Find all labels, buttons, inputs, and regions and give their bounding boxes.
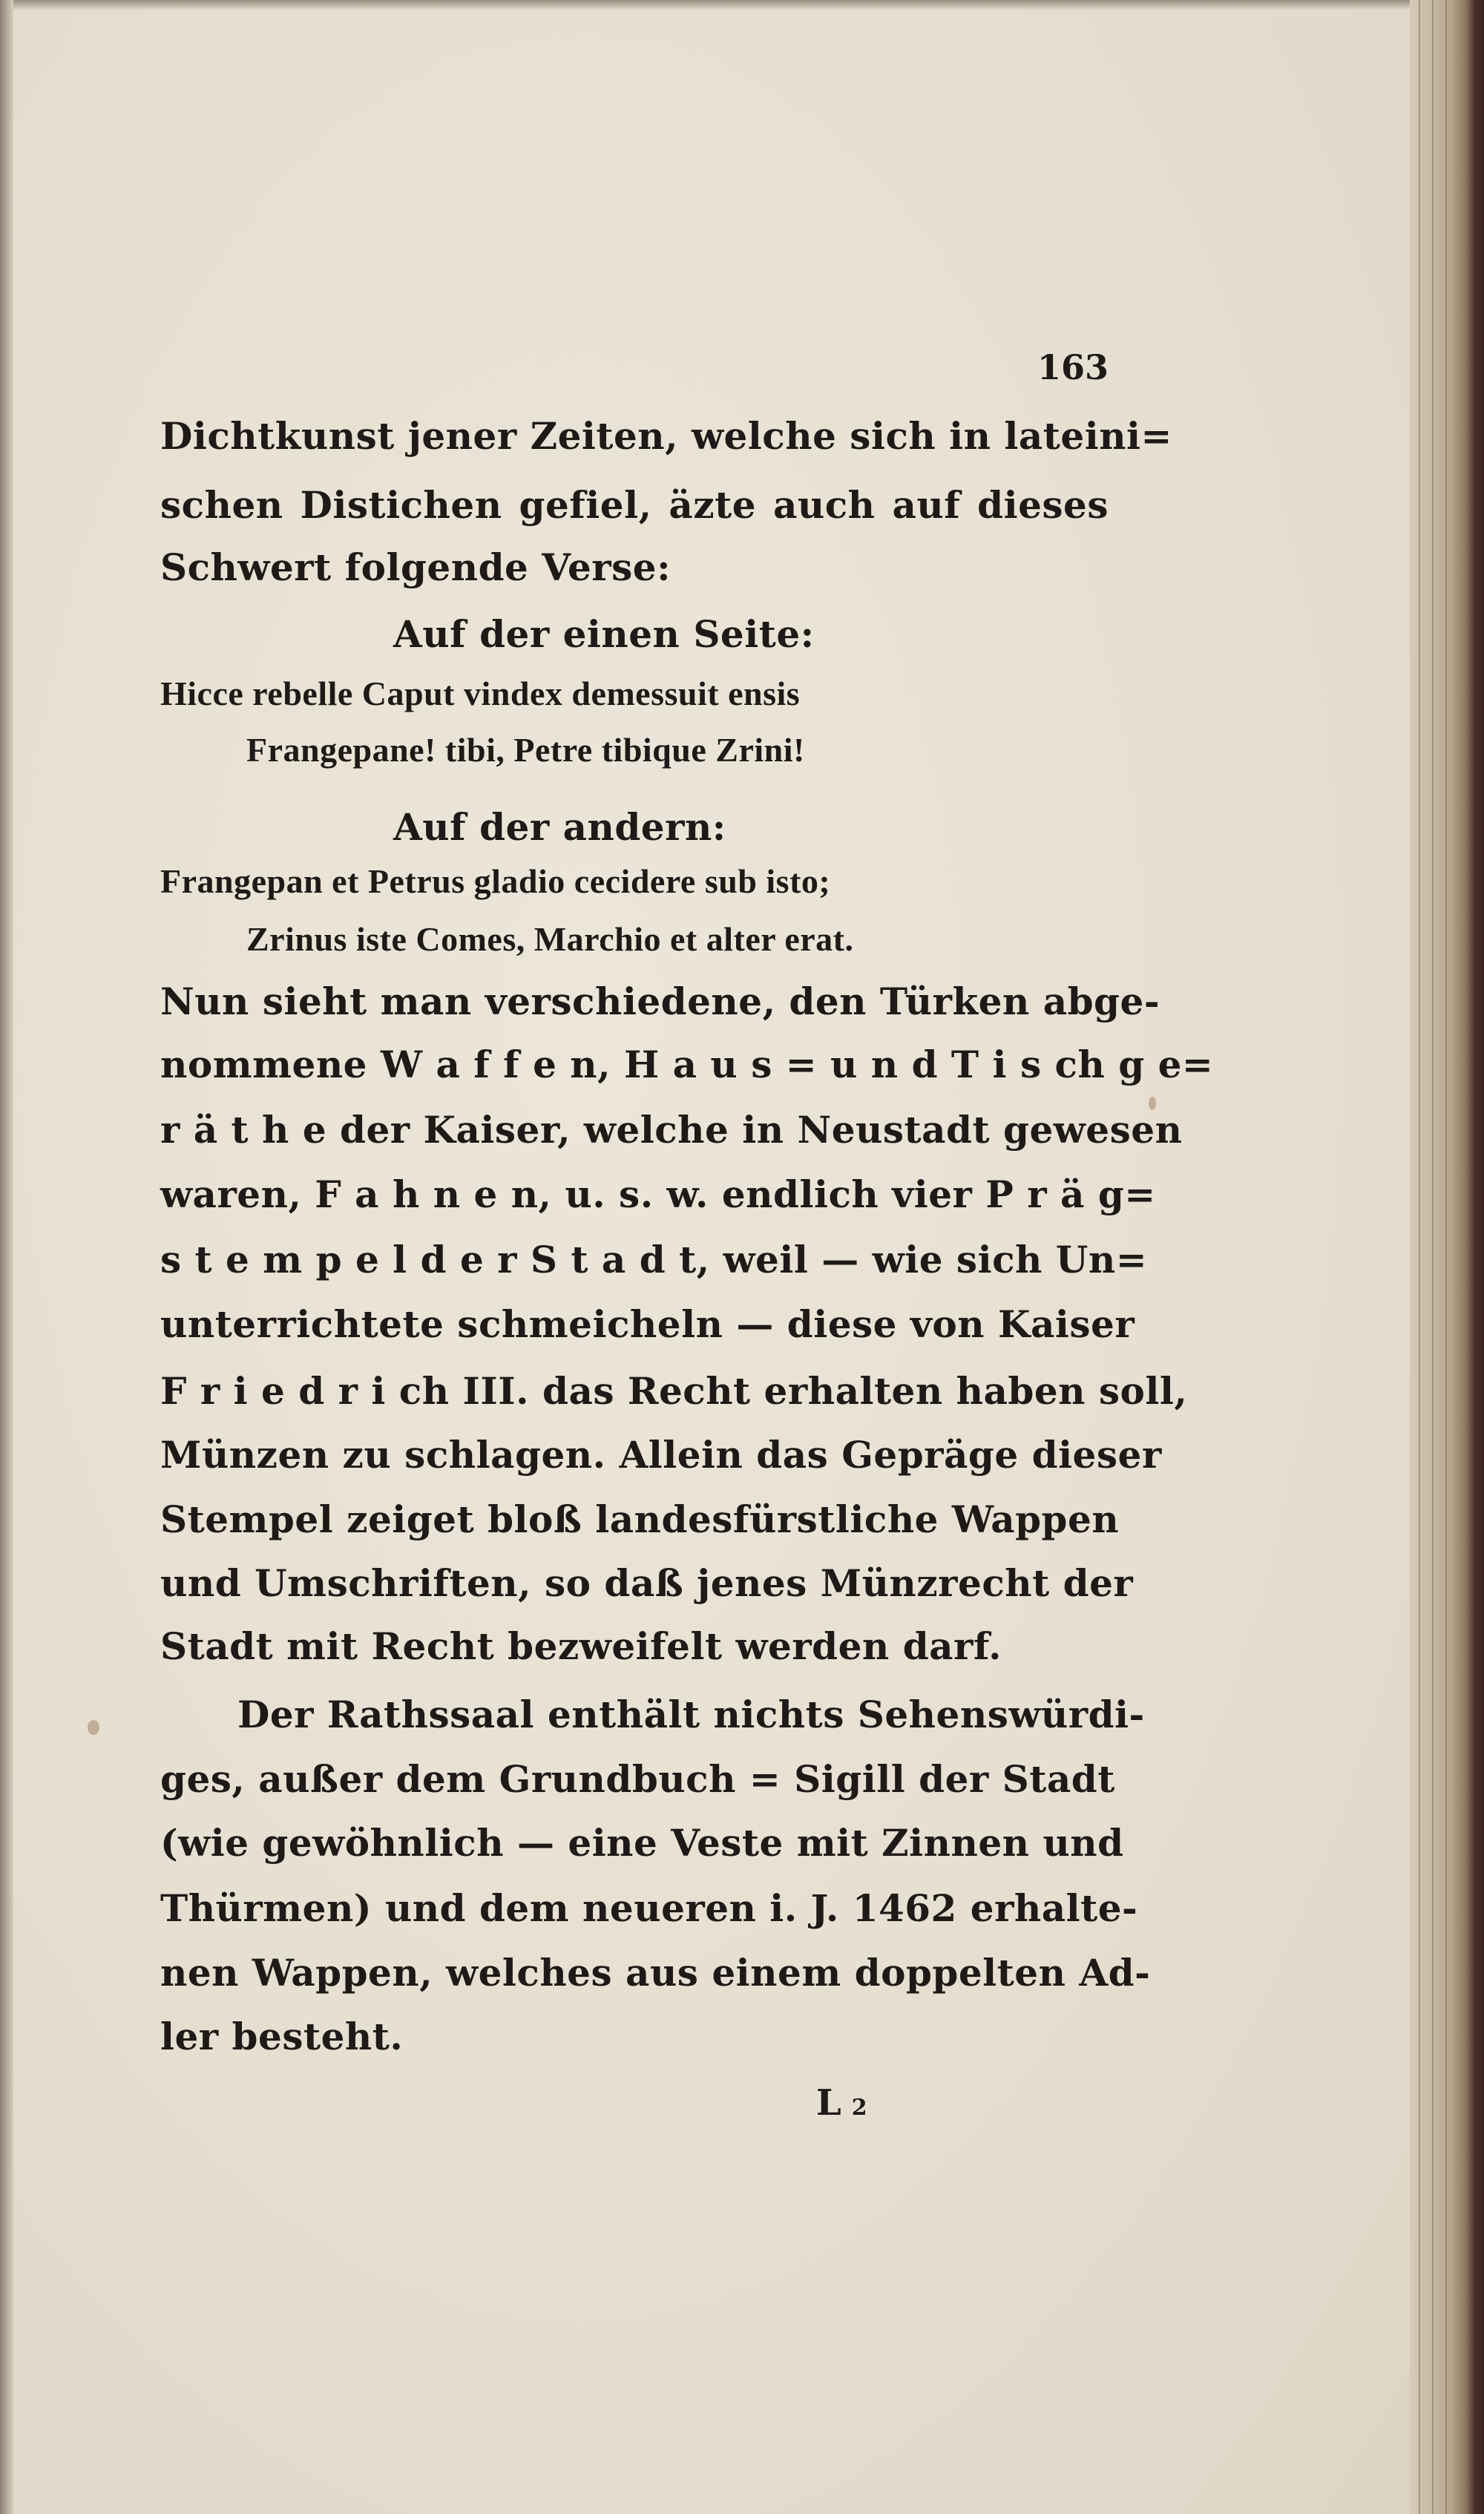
verse-heading: Auf der einen Seite: bbox=[393, 612, 815, 656]
text-line: r ä t h e der Kaiser, welche in Neustadt gewesen bbox=[160, 1108, 1183, 1152]
text-line: Der Rathssaal enthält nichts Sehenswürdi- bbox=[237, 1693, 1145, 1736]
signature-number: 2 bbox=[851, 2095, 867, 2121]
text-line: Stadt mit Recht bezweifelt werden darf. bbox=[160, 1624, 1002, 1668]
text-line: Dichtkunst jener Zeiten, welche sich in lateini= bbox=[160, 414, 1172, 458]
page-edge-line bbox=[1445, 0, 1447, 2514]
latin-verse: Hicce rebelle Caput vindex demessuit ensis bbox=[160, 675, 801, 712]
latin-verse: Zrinus iste Comes, Marchio et alter erat. bbox=[246, 920, 854, 958]
page-number: 163 bbox=[1037, 347, 1109, 387]
latin-verse: Frangepane! tibi, Petre tibique Zrini! bbox=[246, 731, 805, 769]
text-line: Thürmen) und dem neueren i. J. 1462 erhalte- bbox=[160, 1886, 1138, 1930]
signature-letter: L bbox=[816, 2082, 841, 2124]
text-line: ges, außer dem Grundbuch = Sigill der Stadt bbox=[160, 1757, 1115, 1801]
text-line: schen Distichen gefiel, äzte auch auf dieses bbox=[160, 483, 1109, 527]
text-line: F r i e d r i ch III. das Recht erhalten haben soll, bbox=[160, 1369, 1188, 1413]
signature-mark bbox=[816, 2082, 867, 2124]
verse-heading: Auf der andern: bbox=[393, 805, 726, 849]
page-edge-line bbox=[1419, 0, 1420, 2514]
page-left-edge bbox=[0, 0, 13, 2514]
text-line: Schwert folgende Verse: bbox=[160, 545, 672, 589]
page-edge-line bbox=[1432, 0, 1434, 2514]
text-line: Nun sieht man verschiedene, den Türken abge- bbox=[160, 979, 1160, 1023]
text-line: und Umschriften, so daß jenes Münzrecht der bbox=[160, 1561, 1134, 1605]
text-line: ler besteht. bbox=[160, 2015, 404, 2058]
text-line: nen Wappen, welches aus einem doppelten Ad- bbox=[160, 1951, 1151, 1995]
latin-verse: Frangepan et Petrus gladio cecidere sub isto; bbox=[160, 862, 831, 900]
text-line: Stempel zeiget bloß landesfürstliche Wappen bbox=[160, 1497, 1120, 1541]
text-line: unterrichtete schmeicheln — diese von Kaiser bbox=[160, 1302, 1135, 1346]
stain bbox=[88, 1720, 99, 1735]
text-line: nommene W a f f e n, H a u s = u n d T i s ch g e= bbox=[160, 1043, 1214, 1086]
text-line: s t e m p e l d e r S t a d t, weil — wie sich Un= bbox=[160, 1238, 1148, 1281]
text-line: waren, F a h n e n, u. s. w. endlich vier P r ä g= bbox=[160, 1172, 1156, 1216]
text-line: (wie gewöhnlich — eine Veste mit Zinnen und bbox=[160, 1821, 1124, 1865]
page-edges-stack bbox=[1410, 0, 1484, 2514]
text-line: Münzen zu schlagen. Allein das Gepräge dieser bbox=[160, 1433, 1162, 1477]
page-top-edge bbox=[0, 0, 1454, 10]
